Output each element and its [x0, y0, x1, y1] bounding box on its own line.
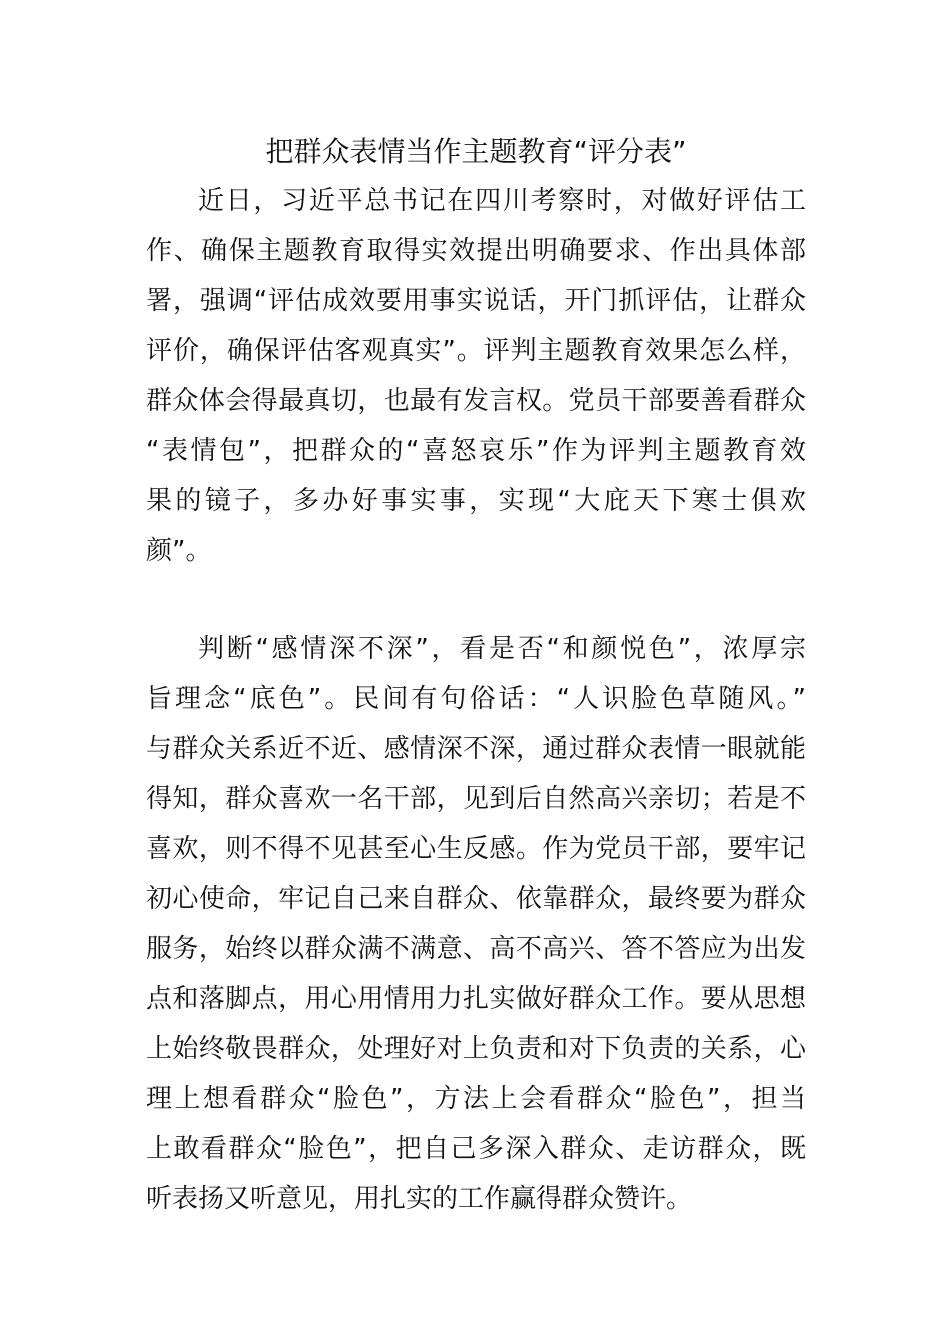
paragraph-line: 评价，确保评估客观真实”。评判主题教育效果怎么样，	[146, 336, 806, 366]
paragraph-line: 近日，习近平总书记在四川考察时，对做好评估工	[198, 186, 806, 216]
paragraph-line: 喜欢，则不得不见甚至心生反感。作为党员干部，要牢记	[146, 834, 806, 864]
paragraph-line: 服务，始终以群众满不满意、高不高兴、答不答应为出发	[146, 934, 806, 964]
paragraph-line: 上敢看群众“脸色”，把自己多深入群众、走访群众，既	[146, 1134, 806, 1164]
paragraph-line: 理上想看群众“脸色”，方法上会看群众“脸色”，担当	[146, 1084, 806, 1114]
paragraph-line: 署，强调“评估成效要用事实说话，开门抓评估，让群众	[146, 286, 806, 316]
paragraph-line: 判断“感情深不深”，看是否“和颜悦色”，浓厚宗	[198, 634, 806, 664]
paragraph-line: 听表扬又听意见，用扎实的工作赢得群众赞许。	[146, 1184, 693, 1214]
paragraph-line: 旨理念“底色”。民间有句俗话：“人识脸色草随风。”	[146, 684, 806, 714]
paragraph-line: “表情包”，把群众的“喜怒哀乐”作为评判主题教育效	[146, 436, 806, 466]
paragraph-line: 初心使命，牢记自己来自群众、依靠群众，最终要为群众	[146, 884, 806, 914]
paragraph-2	[146, 624, 806, 1224]
paragraph-line: 得知，群众喜欢一名干部，见到后自然高兴亲切；若是不	[146, 784, 806, 814]
paragraph-line: 果的镜子，多办好事实事，实现“大庇天下寒士俱欢	[146, 486, 806, 516]
paragraph-line: 颜”。	[146, 536, 212, 566]
paragraph-line: 与群众关系近不近、感情深不深，通过群众表情一眼就能	[146, 734, 806, 764]
article-title: 把群众表情当作主题教育“评分表”	[265, 135, 687, 168]
paragraph-line: 作、确保主题教育取得实效提出明确要求、作出具体部	[146, 236, 806, 266]
paragraph-line: 上始终敬畏群众，处理好对上负责和对下负责的关系，心	[146, 1034, 806, 1064]
paragraph-1	[146, 176, 806, 576]
paragraph-line: 点和落脚点，用心用情用力扎实做好群众工作。要从思想	[146, 984, 806, 1014]
paragraph-line: 群众体会得最真切，也最有发言权。党员干部要善看群众	[146, 386, 806, 416]
